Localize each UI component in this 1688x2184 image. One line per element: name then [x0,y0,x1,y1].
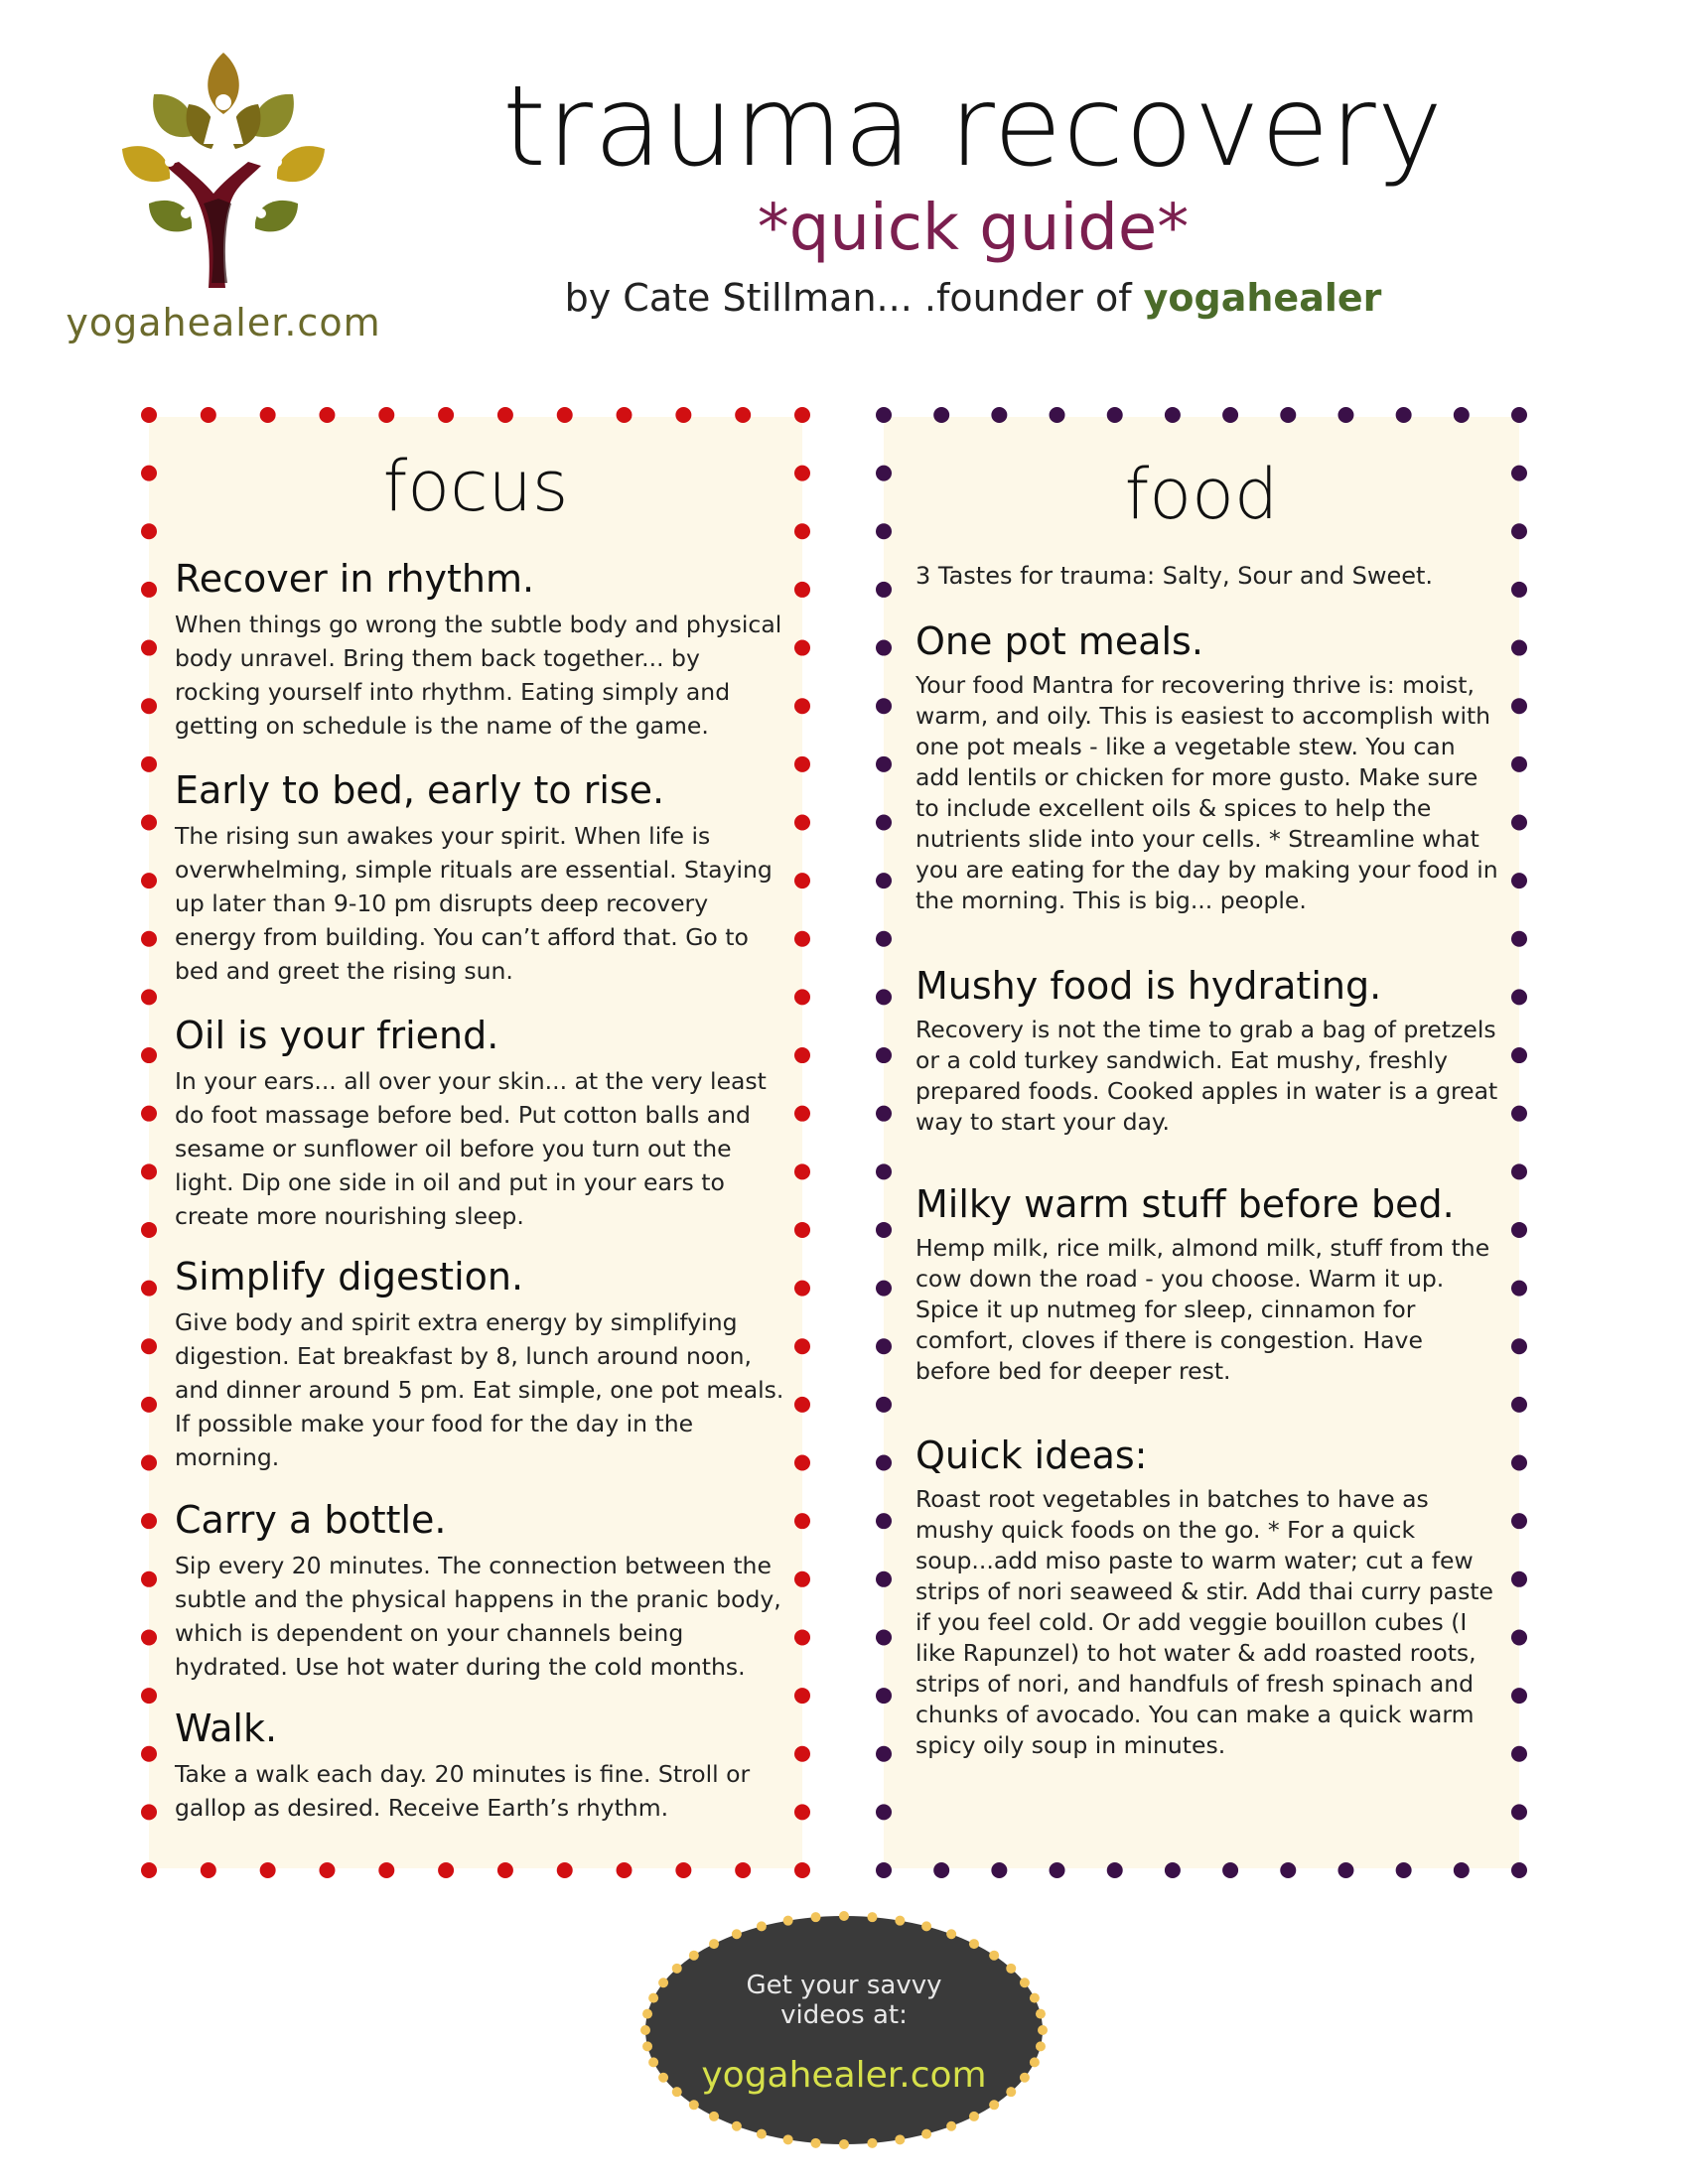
focus-heading: focus [382,446,569,527]
border-dot [141,407,157,423]
border-dot [876,931,892,947]
border-dot [141,582,157,598]
border-dot [933,407,949,423]
focus-section-oil [175,1015,790,1233]
border-dot [1511,1629,1527,1645]
border-dot [735,407,751,423]
border-dot [876,989,892,1005]
border-dot [794,698,810,714]
border-dot [876,1397,892,1413]
border-dot [1511,1047,1527,1063]
border-dot [1107,1862,1123,1878]
border-dot [141,756,157,772]
border-dot [1511,989,1527,1005]
border-dot [675,407,691,423]
border-dot [141,523,157,539]
oval-dot [895,1916,905,1926]
focus-section-walk [175,1707,790,1825]
footer-url-link[interactable]: yogahealer.com [701,2055,987,2096]
border-dot [557,1862,573,1878]
section-title: One pot meals. [915,619,1203,663]
oval-dot [946,2121,956,2131]
border-dot [1222,407,1238,423]
border-dot [497,407,513,423]
byline-brand: yogahealer [1143,276,1382,320]
border-dot [319,407,335,423]
border-dot [141,931,157,947]
border-dot [675,1862,691,1878]
border-dot [1511,1804,1527,1820]
border-dot [438,1862,454,1878]
border-dot [794,640,810,656]
border-dot [876,756,892,772]
border-dot [141,1746,157,1762]
border-dot [876,1629,892,1645]
oval-dot [709,1939,719,1949]
footer-line-1: Get your savvy [746,1971,942,2000]
border-dot [1511,814,1527,830]
oval-dot [732,2121,742,2131]
section-title: Milky warm stuff before bed. [915,1182,1455,1226]
border-dot [141,1047,157,1063]
border-dot [141,1163,157,1179]
oval-dot [642,2041,652,2051]
section-title: Quick ideas: [915,1433,1148,1477]
border-dot [1511,1338,1527,1354]
border-dot [201,1862,216,1878]
oval-dot [895,2134,905,2144]
border-dot [1511,873,1527,888]
border-dot [794,1338,810,1354]
oval-dot [921,1921,931,1931]
border-dot [1511,756,1527,772]
border-dot [201,407,216,423]
footer-oval[interactable] [626,1896,1062,2164]
oval-dot [946,1929,956,1939]
border-dot [1511,640,1527,656]
border-dot [876,1106,892,1122]
border-dot [141,1688,157,1704]
border-dot [141,814,157,830]
section-body: When things go wrong the subtle body and physical body unravel. Bring them back together... by rocking yourself into rhythm. Eating simply and getting on schedule is the name of the game. [175,610,782,740]
border-dot [1511,1106,1527,1122]
border-dot [794,1629,810,1645]
oval-dot [867,1912,877,1922]
section-title: Simplify digestion. [175,1255,524,1298]
oval-dot [989,2100,999,2110]
border-dot [1511,1513,1527,1529]
section-body: Give body and spirit extra energy by simplifying digestion. Eat breakfast by 8, lunch around noon, and dinner around 5 pm. Eat simple, one pot meals. If possible make your food for the day in the morning. [175,1307,784,1471]
section-body: Roast root vegetables in batches to have as mushy quick foods on the go. * For a quick soup...add miso paste to warm water; cut a few strips of nori seaweed & stir. Add thai curry paste if you feel cold. Or add veggie bouillon cubes (I like Rapunzel) to hot water & add roasted roots, strips of nori, and handfuls of fresh spinach and chunks of avocado. You can make a quick warm spicy oily soup in minutes. [915,1484,1493,1759]
border-dot [876,698,892,714]
oval-dot [783,1916,793,1926]
oval-dot [709,2112,719,2121]
section-title: Carry a bottle. [175,1498,447,1542]
border-dot [876,1746,892,1762]
oval-dot [732,1929,742,1939]
section-body: Hemp milk, rice milk, almond milk, stuff from the cow down the road - you choose. Warm it up. Spice it up nutmeg for sleep, cinnamon for comfort, cloves if there is congestion. Have before bed for deeper rest. [915,1233,1490,1385]
border-dot [378,1862,394,1878]
food-section-mushy [915,965,1501,1138]
border-dot [1511,1397,1527,1413]
border-dot [1396,407,1412,423]
border-dot [1280,407,1296,423]
border-dot [876,1804,892,1820]
border-dot [1454,407,1470,423]
border-dot [617,1862,633,1878]
border-dot [141,1629,157,1645]
section-body: In your ears... all over your skin... at the very least do foot massage before bed. Put cotton balls and sesame or sunflower oil before you turn out the light. Dip one side in oil and put in your ears to create more nourishing sleep. [175,1066,767,1230]
section-title: Mushy food is hydrating. [915,964,1382,1008]
border-dot [876,1047,892,1063]
border-dot [794,1222,810,1238]
border-dot [141,1338,157,1354]
oval-dot [757,2129,767,2139]
border-dot [141,1397,157,1413]
border-dot [794,1804,810,1820]
border-dot [876,582,892,598]
section-body: Recovery is not the time to grab a bag of pretzels or a cold turkey sandwich. Eat mushy, freshly prepared foods. Cooked apples in water is a great way to start your day. [915,1015,1498,1136]
border-dot [991,1862,1007,1878]
border-dot [1337,1862,1353,1878]
border-dot [933,1862,949,1878]
border-dot [876,1571,892,1587]
border-dot [260,1862,276,1878]
page-title: trauma recovery [501,63,1445,192]
border-dot [141,1571,157,1587]
focus-section-bed [175,769,790,988]
border-dot [141,989,157,1005]
border-dot [141,873,157,888]
oval-dot [839,2139,849,2149]
border-dot [876,407,892,423]
border-dot [794,1455,810,1471]
section-title: Early to bed, early to rise. [175,768,665,812]
border-dot [1165,1862,1181,1878]
oval-dot [757,1921,767,1931]
border-dot [794,1047,810,1063]
border-dot [1337,407,1353,423]
border-dot [794,1513,810,1529]
logo-url-text[interactable]: yogahealer.com [66,301,381,344]
border-dot [1511,407,1527,423]
oval-dot [969,2112,979,2121]
border-dot [991,407,1007,423]
border-dot [617,407,633,423]
border-dot [1050,1862,1065,1878]
border-dot [876,814,892,830]
section-body: Your food Mantra for recovering thrive is: moist, warm, and oily. This is easiest to accomplish with one pot meals - like a vegetable stew. You can add lentils or chicken for more gusto. Make sure to include excellent oils & spices to help the nutrients slide into your cells. * Streamline what you are eating for the day by making your food in the morning. This is big... people. [915,670,1498,914]
focus-section-bottle [175,1499,790,1684]
oval-dot [1036,2041,1046,2051]
border-dot [141,698,157,714]
border-dot [141,1281,157,1297]
oval-dot [867,2138,877,2148]
border-dot [1222,1862,1238,1878]
food-heading: food [1124,454,1279,535]
border-dot [1454,1862,1470,1878]
byline-prefix: by Cate Stillman... .founder of [564,276,1144,320]
border-dot [876,1338,892,1354]
footer-line-2: videos at: [780,2000,908,2030]
border-dot [1511,1746,1527,1762]
section-title: Oil is your friend. [175,1014,499,1057]
border-dot [557,407,573,423]
border-dot [876,1163,892,1179]
border-dot [141,1862,157,1878]
oval-dot [969,1939,979,1949]
border-dot [794,1281,810,1297]
border-dot [794,989,810,1005]
border-dot [794,1397,810,1413]
food-section-one-pot [915,620,1501,916]
border-dot [876,1688,892,1704]
food-section-quick-ideas [915,1434,1501,1761]
oval-dot [689,1951,699,1961]
border-dot [876,640,892,656]
border-dot [1396,1862,1412,1878]
oval-dot [811,1912,821,1922]
border-dot [794,1746,810,1762]
section-title: Walk. [175,1706,278,1750]
page-subtitle: *quick guide* [757,192,1190,265]
border-dot [794,1571,810,1587]
border-dot [1511,1571,1527,1587]
border-dot [876,1862,892,1878]
oval-dot [839,1911,849,1921]
border-dot [876,1455,892,1471]
border-dot [794,1688,810,1704]
focus-section-rhythm [175,558,790,743]
border-dot [794,523,810,539]
section-title: Recover in rhythm. [175,557,535,601]
border-dot [735,1862,751,1878]
border-dot [876,1513,892,1529]
border-dot [1511,1281,1527,1297]
oval-dot [989,1951,999,1961]
border-dot [438,407,454,423]
border-dot [794,582,810,598]
border-dot [141,1222,157,1238]
border-dot [319,1862,335,1878]
focus-section-digestion [175,1256,790,1474]
border-dot [260,407,276,423]
food-intro: 3 Tastes for trauma: Salty, Sour and Sweet. [915,562,1434,590]
border-dot [1050,407,1065,423]
food-section-milky [915,1183,1501,1387]
border-dot [1511,1222,1527,1238]
border-dot [1511,698,1527,714]
border-dot [794,1163,810,1179]
oval-dot [921,2129,931,2139]
border-dot [794,814,810,830]
border-dot [1511,1163,1527,1179]
border-dot [1511,1455,1527,1471]
border-dot [794,756,810,772]
border-dot [794,1106,810,1122]
border-dot [876,1222,892,1238]
oval-dot [689,2100,699,2110]
border-dot [794,873,810,888]
border-dot [1165,407,1181,423]
border-dot [1511,1862,1527,1878]
border-dot [141,1513,157,1529]
border-dot [378,407,394,423]
section-body: Sip every 20 minutes. The connection between the subtle and the physical happens in the pranic body, which is dependent on your channels being hydrated. Use hot water during the cold months. [175,1551,781,1681]
footer-callout [626,1971,1062,2030]
section-body: Take a walk each day. 20 minutes is fine. Stroll or gallop as desired. Receive Earth’s rhythm. [175,1759,751,1822]
border-dot [794,931,810,947]
border-dot [1107,407,1123,423]
border-dot [141,1106,157,1122]
oval-dot [811,2138,821,2148]
border-dot [1280,1862,1296,1878]
border-dot [876,873,892,888]
border-dot [1511,931,1527,947]
border-dot [794,1862,810,1878]
border-dot [497,1862,513,1878]
border-dot [1511,1688,1527,1704]
border-dot [141,640,157,656]
border-dot [794,407,810,423]
border-dot [141,1804,157,1820]
border-dot [1511,582,1527,598]
oval-dot [783,2134,793,2144]
border-dot [141,1455,157,1471]
border-dot [876,1281,892,1297]
section-body: The rising sun awakes your spirit. When life is overwhelming, simple rituals are essential. Staying up later than 9-10 pm disrupts deep recovery energy from building. You can’t afford that. Go to bed and greet the rising sun. [175,821,773,985]
